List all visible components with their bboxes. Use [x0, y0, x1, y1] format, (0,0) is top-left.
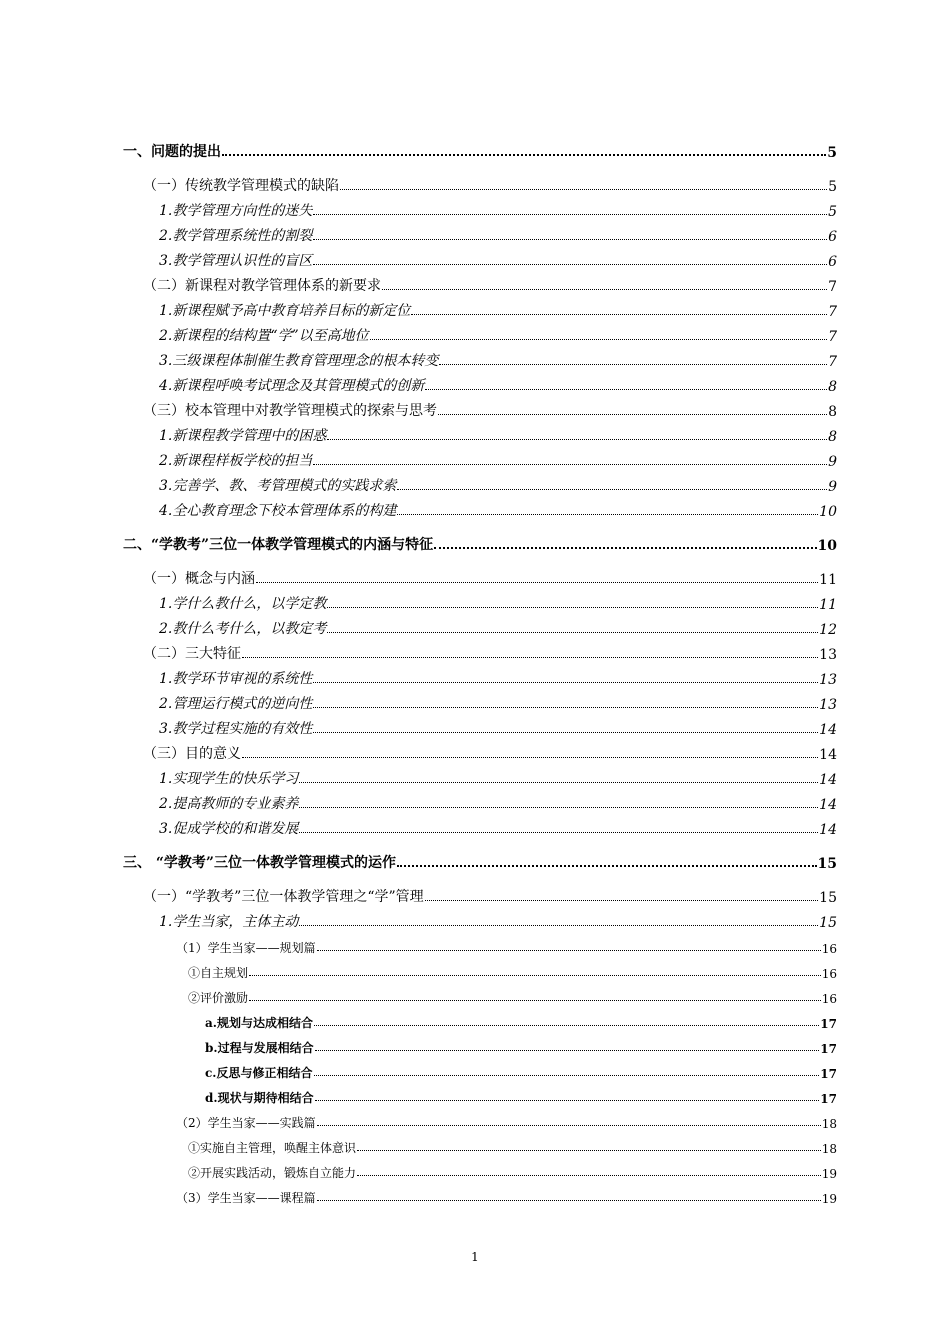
toc-entry-page: 8 [828, 429, 837, 445]
toc-entry-title: ②评价激励 [188, 991, 249, 1005]
dot-leader [313, 681, 818, 683]
dot-leader [425, 899, 819, 901]
dot-leader [411, 313, 827, 315]
toc-entry-title: （1）学生当家——规划篇 [176, 941, 316, 955]
dot-leader [317, 1124, 821, 1126]
toc-entry[interactable] [123, 395, 837, 420]
toc-entry[interactable] [123, 170, 837, 195]
dot-leader [317, 1199, 821, 1201]
dot-leader [357, 1149, 821, 1151]
toc-entry[interactable] [123, 370, 837, 395]
toc-entry[interactable] [123, 738, 837, 763]
toc-entry[interactable] [123, 345, 837, 370]
dot-leader [242, 756, 818, 758]
toc-entry-page: 10 [817, 538, 837, 554]
toc-entry-title: 2.管理运行模式的逆向性 [159, 696, 313, 712]
toc-chapter-entry[interactable] [123, 529, 837, 554]
toc-entry-page: 19 [821, 1192, 837, 1206]
toc-entry-title: 3.教学管理认识性的盲区 [159, 253, 313, 269]
toc-entry-title: 1.实现学生的快乐学习 [159, 771, 299, 787]
toc-entry-page: 11 [819, 597, 837, 613]
toc-entry-page: 6 [828, 229, 837, 245]
dot-leader [370, 338, 827, 340]
dot-leader [249, 974, 821, 976]
toc-entry-page: 7 [828, 304, 837, 320]
dot-leader [340, 188, 827, 190]
toc-entry[interactable] [123, 1106, 837, 1131]
toc-entry[interactable] [123, 1181, 837, 1206]
toc-entry[interactable] [123, 495, 837, 520]
toc-entry-page: 8 [828, 404, 837, 420]
dot-leader [438, 413, 827, 415]
dot-leader [299, 806, 818, 808]
toc-entry-title: ②开展实践活动，锻炼自立能力 [188, 1166, 357, 1180]
dot-leader [434, 546, 816, 549]
dot-leader [327, 606, 818, 608]
toc-entry-title: 1.新课程教学管理中的困惑 [159, 428, 327, 444]
page-number: 1 [471, 1250, 479, 1264]
toc-entry-page: 5 [828, 179, 837, 195]
toc-entry[interactable] [123, 1056, 837, 1081]
toc-entry-title: ①实施自主管理，唤醒主体意识 [188, 1141, 357, 1155]
toc-entry[interactable] [123, 1131, 837, 1156]
dot-leader [327, 631, 818, 633]
toc-entry-page: 13 [819, 697, 837, 713]
toc-entry-page: 14 [819, 797, 837, 813]
toc-entry[interactable] [123, 638, 837, 663]
toc-entry[interactable] [123, 563, 837, 588]
toc-entry-title: （3）学生当家——课程篇 [176, 1191, 316, 1205]
toc-entry[interactable] [123, 220, 837, 245]
toc-entry-title: （二）新课程对教学管理体系的新要求 [143, 278, 381, 294]
dot-leader [315, 1049, 820, 1051]
dot-leader [397, 864, 817, 867]
toc-entry-title: 二、“学教考”三位一体教学管理模式的内涵与特征 [123, 537, 434, 553]
toc-entry-page: 14 [819, 772, 837, 788]
toc-entry[interactable] [123, 295, 837, 320]
toc-entry-page: 13 [819, 647, 837, 663]
toc-entry-title: 1.教学管理方向性的迷失 [159, 203, 313, 219]
toc-entry-title: 3.完善学、教、考管理模式的实践求索 [159, 478, 397, 494]
toc-entry[interactable] [123, 613, 837, 638]
dot-leader [313, 263, 827, 265]
toc-entry-title: c.反思与修正相结合 [205, 1066, 313, 1080]
toc-entry[interactable] [123, 713, 837, 738]
toc-entry[interactable] [123, 445, 837, 470]
toc-entry-title: 1.教学环节审视的系统性 [159, 671, 313, 687]
toc-entry[interactable] [123, 906, 837, 931]
toc-entry[interactable] [123, 195, 837, 220]
dot-leader [242, 656, 818, 658]
toc-entry-title: a.规划与达成相结合 [205, 1016, 313, 1030]
dot-leader [397, 488, 827, 490]
toc-entry-title: 4.全心教育理念下校本管理体系的构建 [159, 503, 397, 519]
toc-entry[interactable] [123, 663, 837, 688]
dot-leader [313, 463, 827, 465]
toc-entry[interactable] [123, 320, 837, 345]
toc-entry-page: 10 [819, 504, 837, 520]
toc-entry[interactable] [123, 931, 837, 956]
dot-leader [439, 363, 827, 365]
toc-entry-page: 5 [828, 204, 837, 220]
toc-entry-page: 14 [819, 747, 837, 763]
toc-entry-page: 6 [828, 254, 837, 270]
toc-entry-title: 三、 “学教考”三位一体教学管理模式的运作 [123, 855, 396, 871]
dot-leader [313, 731, 818, 733]
toc-entry[interactable] [123, 981, 837, 1006]
toc-entry-title: （三）目的意义 [143, 746, 241, 762]
toc-entry[interactable] [123, 788, 837, 813]
toc-entry-page: 8 [828, 379, 837, 395]
toc-chapter-entry[interactable] [123, 136, 837, 161]
toc-entry-page: 16 [821, 942, 837, 956]
toc-entry-page: 15 [817, 856, 837, 872]
toc-entry-title: 2.新课程样板学校的担当 [159, 453, 313, 469]
toc-entry-page: 9 [828, 479, 837, 495]
toc-entry-page: 9 [828, 454, 837, 470]
toc-entry-page: 17 [820, 1042, 837, 1056]
toc-entry-page: 18 [821, 1142, 837, 1156]
dot-leader [299, 831, 818, 833]
toc-entry-title: ①自主规划 [188, 966, 249, 980]
toc-chapter-entry[interactable] [123, 847, 837, 872]
toc-entry-page: 19 [821, 1167, 837, 1181]
toc-entry[interactable] [123, 763, 837, 788]
toc-entry-page: 7 [828, 329, 837, 345]
toc-entry[interactable] [123, 688, 837, 713]
toc-entry-page: 5 [827, 145, 837, 161]
dot-leader [222, 153, 826, 156]
toc-entry[interactable] [123, 813, 837, 838]
toc-entry-page: 18 [821, 1117, 837, 1131]
toc-entry-title: 3.促成学校的和谐发展 [159, 821, 299, 837]
toc-entry-title: 2.提高教师的专业素养 [159, 796, 299, 812]
dot-leader [313, 213, 827, 215]
toc-entry-page: 13 [819, 672, 837, 688]
dot-leader [249, 999, 821, 1001]
toc-entry[interactable] [123, 881, 837, 906]
toc-entry-page: 14 [819, 822, 837, 838]
toc-entry-title: （2）学生当家——实践篇 [176, 1116, 316, 1130]
dot-leader [299, 781, 818, 783]
dot-leader [313, 706, 818, 708]
toc-entry-page: 7 [828, 279, 837, 295]
toc-entry-title: b.过程与发展相结合 [205, 1041, 314, 1055]
toc-entry-title: 2.教什么考什么，以教定考 [159, 621, 327, 637]
dot-leader [313, 238, 827, 240]
toc-entry-page: 17 [820, 1092, 837, 1106]
toc-entry-title: 4.新课程呼唤考试理念及其管理模式的创新 [159, 378, 425, 394]
toc-entry-title: 3.三级课程体制催生教育管理理念的根本转变 [159, 353, 439, 369]
toc-entry[interactable] [123, 956, 837, 981]
toc-entry[interactable] [123, 470, 837, 495]
dot-leader [382, 288, 827, 290]
toc-entry[interactable] [123, 420, 837, 445]
dot-leader [397, 513, 818, 515]
toc-entry-title: （一）概念与内涵 [143, 571, 255, 587]
dot-leader [327, 438, 827, 440]
toc-entry-page: 7 [828, 354, 837, 370]
dot-leader [425, 388, 827, 390]
toc-entry-title: （二）三大特征 [143, 646, 241, 662]
dot-leader [299, 924, 818, 926]
dot-leader [317, 949, 821, 951]
toc-entry-title: 2.教学管理系统性的割裂 [159, 228, 313, 244]
dot-leader [314, 1074, 820, 1076]
toc-entry-title: 3.教学过程实施的有效性 [159, 721, 313, 737]
dot-leader [357, 1174, 821, 1176]
toc-entry-page: 15 [819, 890, 837, 906]
toc-entry[interactable] [123, 1031, 837, 1056]
toc-entry[interactable] [123, 1156, 837, 1181]
toc-entry[interactable] [123, 588, 837, 613]
toc-entry-title: （三）校本管理中对教学管理模式的探索与思考 [143, 403, 437, 419]
toc-entry-title: 1.学什么教什么，以学定教 [159, 596, 327, 612]
toc-entry-title: 2.新课程的结构置“学”以至高地位 [159, 328, 369, 344]
dot-leader [314, 1024, 819, 1026]
toc-entry-title: （一）传统教学管理模式的缺陷 [143, 178, 339, 194]
toc-entry[interactable] [123, 1081, 837, 1106]
toc-entry-page: 16 [821, 967, 837, 981]
toc-entry-title: （一）“学教考”三位一体教学管理之“学”管理 [143, 889, 424, 905]
toc-entry-title: 1.学生当家，主体主动 [159, 914, 299, 930]
toc-entry[interactable] [123, 1006, 837, 1031]
toc-entry-page: 17 [820, 1017, 837, 1031]
dot-leader [315, 1099, 820, 1101]
toc-entry[interactable] [123, 270, 837, 295]
toc-entry[interactable] [123, 245, 837, 270]
toc-entry-page: 17 [820, 1067, 837, 1081]
table-of-contents [123, 136, 837, 1206]
toc-entry-title: d.现状与期待相结合 [205, 1091, 314, 1105]
toc-entry-title: 一、问题的提出 [123, 144, 221, 160]
dot-leader [256, 581, 818, 583]
toc-entry-title: 1.新课程赋予高中教育培养目标的新定位 [159, 303, 411, 319]
toc-entry-page: 16 [821, 992, 837, 1006]
toc-entry-page: 11 [819, 572, 837, 588]
toc-entry-page: 14 [819, 722, 837, 738]
toc-entry-page: 12 [819, 622, 837, 638]
toc-entry-page: 15 [819, 915, 837, 931]
